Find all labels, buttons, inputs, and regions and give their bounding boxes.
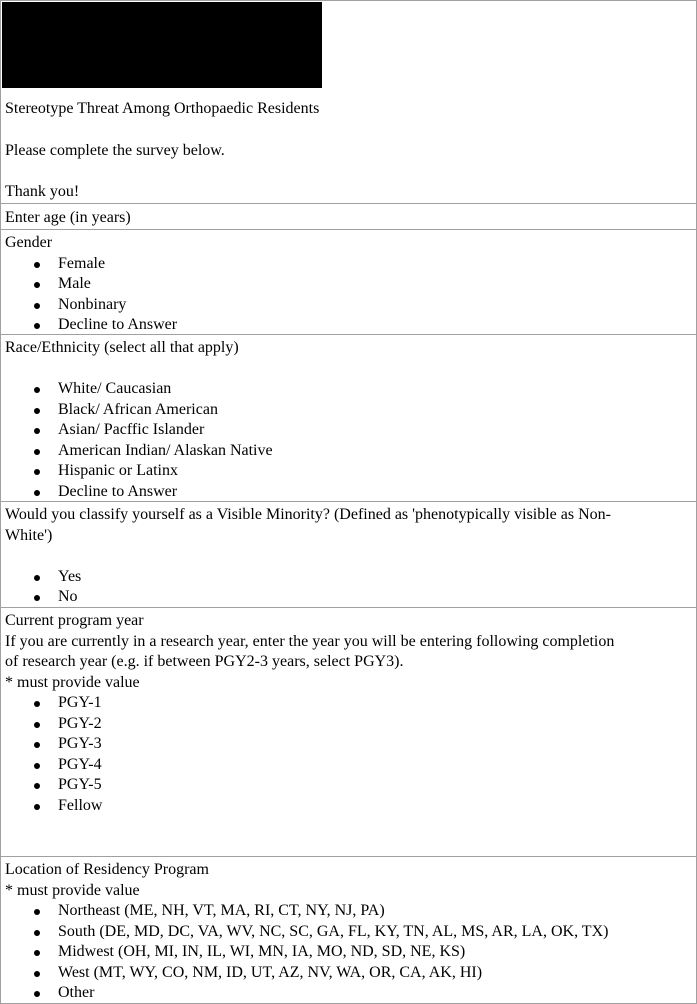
question-program-year [1, 608, 696, 857]
option-no[interactable]: No [5, 587, 692, 608]
option-asian[interactable]: Asian/ Pacffic Islander [5, 420, 692, 441]
option-midwest[interactable]: Midwest (OH, MI, IN, IL, WI, MN, IA, MO, ND, SD, NE, KS) [5, 942, 692, 963]
question-note-line2: of research year (e.g. if between PGY2-3 years, select PGY3). [5, 653, 404, 670]
survey-instruction: Please complete the survey below. [5, 141, 225, 159]
option-northeast[interactable]: Northeast (ME, NH, VT, MA, RI, CT, NY, NJ, PA) [5, 901, 692, 922]
option-american-indian[interactable]: American Indian/ Alaskan Native [5, 441, 692, 462]
question-label: Gender [5, 234, 53, 251]
question-label: Race/Ethnicity (select all that apply) [5, 339, 239, 356]
option-male[interactable]: Male [5, 274, 692, 295]
question-label-line2: White') [5, 526, 53, 544]
survey-thanks: Thank you! [5, 183, 80, 200]
option-south[interactable]: South (DE, MD, DC, VA, WV, NC, SC, GA, FL, KY, TN, AL, MS, AR, LA, OK, TX) [5, 922, 692, 943]
question-label-line1: Would you classify yourself as a Visible Minority? (Defined as 'phenotypically visible as Non- [5, 506, 611, 523]
option-west[interactable]: West (MT, WY, CO, NM, ID, UT, AZ, NV, WA, OR, CA, AK, HI) [5, 963, 692, 984]
option-other[interactable]: Other [5, 983, 692, 1004]
option-hispanic[interactable]: Hispanic or Latinx [5, 461, 692, 482]
question-label: Enter age (in years) [5, 209, 131, 226]
option-list [5, 379, 692, 502]
option-black[interactable]: Black/ African American [5, 400, 692, 421]
survey-title: Stereotype Threat Among Orthopaedic Residents [5, 100, 320, 117]
question-label: Location of Residency Program [5, 861, 209, 878]
option-pgy3[interactable]: PGY-3 [5, 734, 692, 755]
option-list [5, 567, 692, 608]
question-note-line1: If you are currently in a research year, enter the year you will be entering following completion [5, 632, 615, 650]
required-note: * must provide value [5, 673, 140, 691]
question-visible-minority [1, 502, 696, 608]
question-race [1, 335, 696, 502]
question-location [1, 857, 696, 1004]
question-age [1, 204, 696, 230]
option-fellow[interactable]: Fellow [5, 796, 692, 817]
option-decline[interactable]: Decline to Answer [5, 315, 692, 336]
option-pgy1[interactable]: PGY-1 [5, 693, 692, 714]
redacted-logo [2, 2, 322, 88]
option-pgy4[interactable]: PGY-4 [5, 755, 692, 776]
option-list [5, 693, 692, 816]
question-gender [1, 230, 696, 335]
option-pgy5[interactable]: PGY-5 [5, 775, 692, 796]
option-list [5, 901, 692, 1004]
option-decline[interactable]: Decline to Answer [5, 482, 692, 503]
option-pgy2[interactable]: PGY-2 [5, 714, 692, 735]
survey-header [1, 1, 696, 204]
required-note: * must provide value [5, 881, 140, 899]
option-female[interactable]: Female [5, 254, 692, 275]
option-white[interactable]: White/ Caucasian [5, 379, 692, 400]
header-text [5, 99, 319, 203]
option-yes[interactable]: Yes [5, 567, 692, 588]
question-label: Current program year [5, 612, 144, 629]
option-nonbinary[interactable]: Nonbinary [5, 295, 692, 316]
option-list [5, 254, 692, 336]
